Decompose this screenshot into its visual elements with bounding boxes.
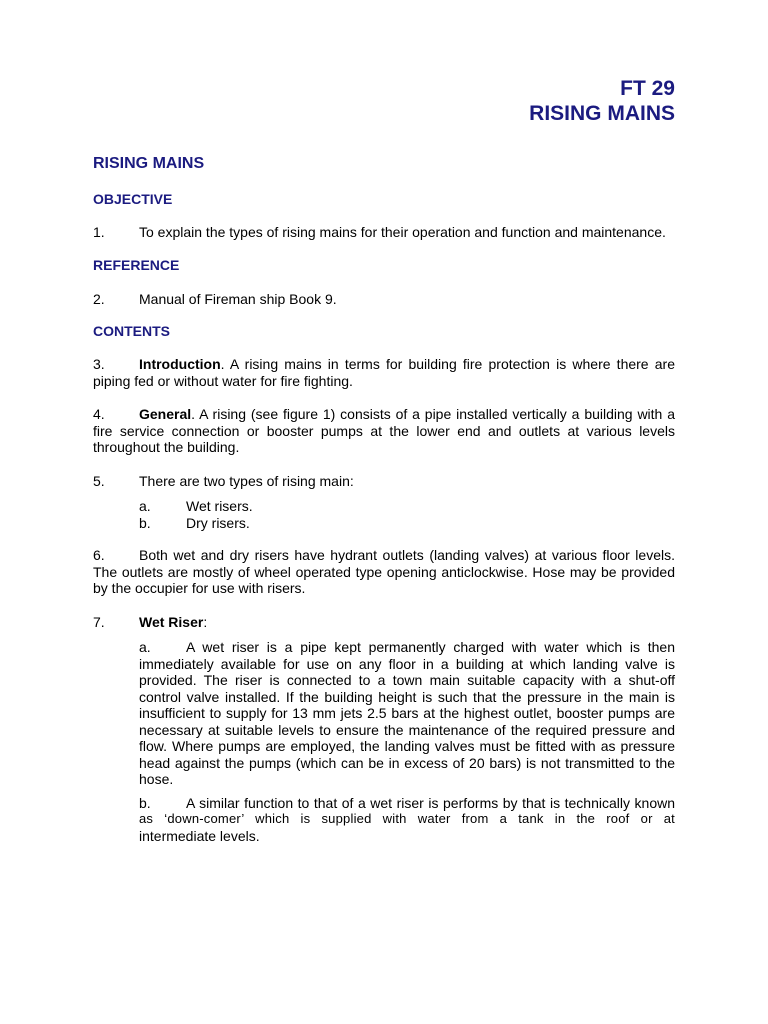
paragraph-number: 5. — [93, 472, 105, 489]
list-item-letter: b. — [139, 514, 151, 531]
paragraph-5 — [93, 473, 675, 490]
list-item — [139, 515, 675, 532]
contents-heading: CONTENTS — [93, 323, 170, 339]
document-title: RISING MAINS — [529, 102, 675, 125]
paragraph-4 — [93, 406, 675, 456]
paragraph-number: 7. — [93, 613, 105, 630]
item-line: as ‘down-comer’ which is supplied with water from a tank in the roof or at — [139, 811, 675, 826]
document-code: FT 29 — [620, 77, 675, 100]
paragraph-1 — [93, 224, 675, 241]
list-item — [139, 498, 675, 515]
paragraph-text: Both wet and dry risers have hydrant outlets (landing valves) at various floor levels. The outlets are mostly of wheel operated type opening anticlockwise. Hose may be provided by the occupier for use with risers. — [93, 547, 675, 596]
paragraph-6 — [93, 547, 675, 597]
paragraph-number: 2. — [93, 290, 105, 307]
item-text: A wet riser is a pipe kept permanently charged with water which is then immediately available for use on any floor in a building at which landing valve is provided. The riser is connected to a town main suitable capacity with a shut-off control valve installed. If the building height is such that the pressure in the main is insufficient to supply for 13 mm jets 2.5 bars at the highest outlet, booster pumps are necessary at suitable levels to ensure the maintenance of the required pressure and flow. Where pumps are employed, the landing valves must be fitted with as pressure head against the pumps (which can be in excess of 20 bars) is not transmitted to the hose. — [139, 639, 675, 787]
paragraph-label: Wet Riser — [139, 613, 204, 630]
paragraph-text: . A rising (see figure 1) consists of a pipe installed vertically a building with a fire service connection or booster pumps at the lower end and outlets at various levels throughout the building. — [93, 406, 675, 455]
paragraph-number: 6. — [93, 547, 105, 563]
paragraph-7 — [93, 614, 675, 631]
document-header — [93, 76, 675, 126]
paragraph-number: 1. — [93, 224, 105, 240]
paragraph-colon: : — [203, 613, 208, 630]
wet-riser-item-b — [139, 795, 675, 845]
list-item-text: Wet risers. — [186, 498, 253, 514]
list-item-text: Dry risers. — [186, 514, 250, 531]
paragraph-text: Manual of Fireman ship Book 9. — [139, 290, 337, 307]
paragraph-text: To explain the types of rising mains for their operation and function and maintenance. — [139, 224, 666, 240]
item-letter: b. — [139, 794, 151, 811]
paragraph-label: General — [139, 406, 192, 422]
list-item-letter: a. — [139, 498, 151, 514]
reference-heading: REFERENCE — [93, 256, 180, 273]
paragraph-2 — [93, 291, 675, 308]
item-line: intermediate levels. — [139, 827, 260, 844]
objective-heading: OBJECTIVE — [93, 191, 173, 207]
paragraph-number: 4. — [93, 406, 105, 422]
paragraph-text: . A rising mains in terms for building fire protection is where there are piping fed or without water for fire fighting. — [93, 356, 675, 389]
wet-riser-item-a — [139, 639, 675, 788]
paragraph-number: 3. — [93, 356, 105, 372]
riser-types-list — [139, 498, 675, 531]
main-heading: RISING MAINS — [93, 155, 205, 172]
paragraph-label: Introduction — [139, 356, 221, 372]
document-page — [93, 76, 675, 844]
paragraph-text: There are two types of rising main: — [139, 472, 354, 489]
item-text: A similar function to that of a wet riser is performs by that is technically known — [186, 794, 675, 811]
item-letter: a. — [139, 639, 151, 655]
item-line — [139, 795, 675, 812]
paragraph-3 — [93, 356, 675, 389]
